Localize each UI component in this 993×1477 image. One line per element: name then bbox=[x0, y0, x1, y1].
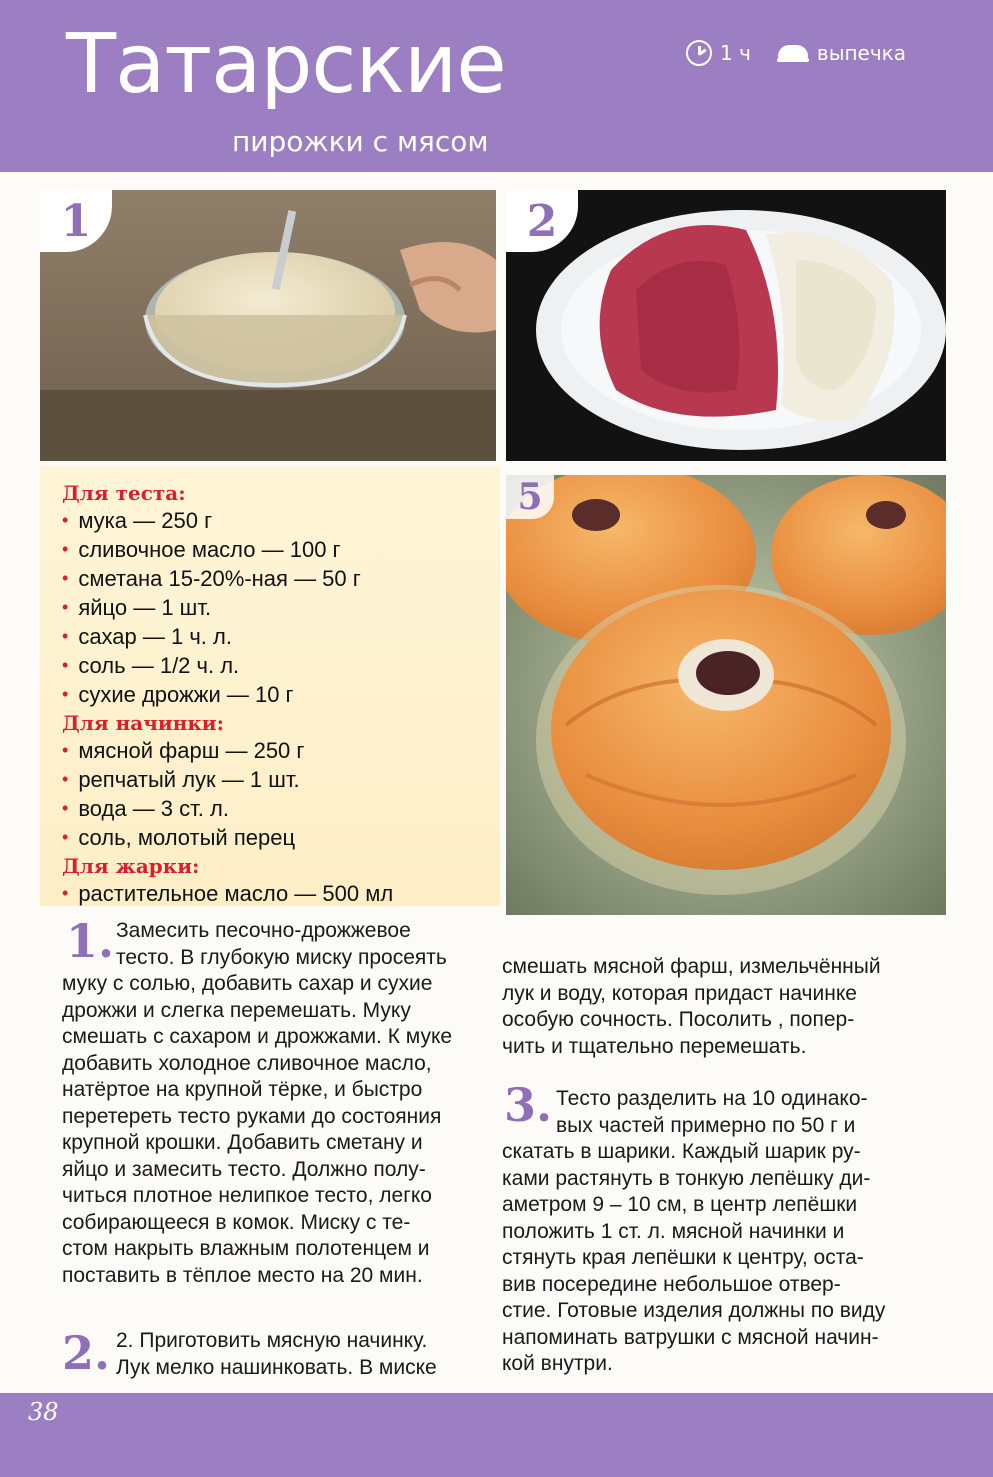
ingredient-item bbox=[62, 737, 500, 766]
ingredient-item bbox=[62, 536, 500, 565]
step-number-3: 3. bbox=[504, 1078, 553, 1132]
ingredient-text: соль — 1/2 ч. л. bbox=[78, 653, 240, 678]
ingredient-text: мука — 250 г bbox=[78, 508, 213, 533]
text-line: 2. Приготовить мясную начинку. bbox=[116, 1329, 428, 1352]
step-number-1: 1. bbox=[66, 914, 115, 968]
photo-step-2 bbox=[506, 190, 946, 461]
bullet-icon: • bbox=[62, 626, 69, 646]
text-line: стом накрыть влажным полотенцем и bbox=[62, 1237, 430, 1260]
text-line: смешать мясной фарш, измельчённый bbox=[502, 955, 881, 978]
dough-ingredient-list bbox=[62, 507, 500, 710]
text-line: натёртое на крупной тёрке, и быстро bbox=[62, 1078, 423, 1101]
text-line: Тесто разделить на 10 одинако- bbox=[556, 1087, 868, 1110]
text-line: положить 1 ст. л. мясной начинки и bbox=[502, 1219, 845, 1243]
text-line: аметром 9 – 10 см, в центр лепёшки bbox=[502, 1193, 858, 1216]
filling-ingredient-list bbox=[62, 737, 500, 853]
step-3-text bbox=[502, 1086, 946, 1378]
text-line: добавить холодное сливочное масло, bbox=[62, 1051, 432, 1075]
ingredient-text: репчатый лук — 1 шт. bbox=[78, 767, 300, 792]
bullet-icon: • bbox=[62, 798, 69, 818]
text-line: Замесить песочно-дрожжевое bbox=[116, 919, 411, 942]
photo-step-5 bbox=[506, 475, 946, 915]
photo-step-badge-5: 5 bbox=[506, 475, 554, 519]
text-line: Лук мелко нашинковать. В миске bbox=[116, 1355, 437, 1379]
bullet-icon: • bbox=[62, 597, 69, 617]
ingredient-item bbox=[62, 507, 500, 536]
dough-heading: Для теста: bbox=[62, 481, 186, 505]
text-line: яйцо и замесить тесто. Должно полу- bbox=[62, 1157, 426, 1181]
frying-heading: Для жарки: bbox=[62, 854, 200, 878]
ingredient-item bbox=[62, 880, 500, 909]
text-line: вых частей примерно по 50 г и bbox=[556, 1113, 856, 1137]
bullet-icon: • bbox=[62, 827, 69, 847]
ingredient-text: сметана 15-20%-ная — 50 г bbox=[78, 566, 361, 591]
recipe-subtitle: пирожки с мясом bbox=[232, 125, 489, 158]
step-1-text bbox=[62, 914, 480, 1289]
text-line: крупной крошки. Добавить сметану и bbox=[62, 1131, 423, 1154]
ingredient-item bbox=[62, 681, 500, 710]
bullet-icon: • bbox=[62, 655, 69, 675]
bake-icon bbox=[777, 43, 809, 63]
ingredient-item bbox=[62, 795, 500, 824]
step-number-2: 2. bbox=[62, 1326, 111, 1380]
filling-heading: Для начинки: bbox=[62, 711, 224, 735]
recipe-meta bbox=[686, 40, 906, 66]
ingredient-text: сахар — 1 ч. л. bbox=[78, 624, 232, 649]
bullet-icon: • bbox=[62, 883, 69, 903]
ingredient-text: сливочное масло — 100 г bbox=[78, 537, 341, 562]
text-line: особую сочность. Посолить , попер- bbox=[502, 1008, 855, 1031]
text-line: муку с солью, добавить сахар и сухие bbox=[62, 972, 433, 995]
text-line: стие. Готовые изделия должны по виду bbox=[502, 1299, 886, 1322]
recipe-title: Татарские bbox=[66, 17, 506, 112]
text-line: дрожжи и слегка перемешать. Муку bbox=[62, 998, 411, 1022]
step-2-continuation bbox=[502, 954, 946, 1060]
recipe-category: выпечка bbox=[816, 41, 907, 65]
text-line: поставить в тёплое место на 20 мин. bbox=[62, 1263, 423, 1287]
bullet-icon: • bbox=[62, 539, 69, 559]
text-line: лук и воду, которая придаст начинке bbox=[502, 981, 857, 1005]
ingredient-item bbox=[62, 594, 500, 623]
ingredient-item bbox=[62, 766, 500, 795]
text-line: ками растянуть в тонкую лепёшку ди- bbox=[502, 1166, 871, 1190]
bullet-icon: • bbox=[62, 740, 69, 760]
step-2-text bbox=[116, 1328, 480, 1381]
text-line: смешать с сахаром и дрожжами. К муке bbox=[62, 1025, 453, 1048]
text-line: стянуть края лепёшки к центру, оста- bbox=[502, 1246, 864, 1269]
ingredient-item bbox=[62, 565, 500, 594]
cooking-time: 1 ч bbox=[720, 41, 751, 65]
text-line: напоминать ватрушки с мясной начин- bbox=[502, 1325, 879, 1349]
bullet-icon: • bbox=[62, 684, 69, 704]
ingredients-box bbox=[40, 466, 500, 906]
frying-ingredient-list bbox=[62, 880, 500, 909]
ingredient-item bbox=[62, 824, 500, 853]
page-number: 38 bbox=[28, 1398, 59, 1426]
text-line: скатать в шарики. Каждый шарик ру- bbox=[502, 1140, 861, 1163]
photo-step-1 bbox=[40, 190, 496, 461]
text-line: перетереть тесто руками до состояния bbox=[62, 1104, 442, 1128]
ingredient-item bbox=[62, 652, 500, 681]
ingredient-text: вода — 3 ст. л. bbox=[78, 796, 229, 821]
text-line: читься плотное нелипкое тесто, легко bbox=[62, 1184, 432, 1207]
footer-band bbox=[0, 1393, 993, 1477]
ingredient-text: сухие дрожжи — 10 г bbox=[78, 682, 294, 707]
bullet-icon: • bbox=[62, 568, 69, 588]
text-line: собирающееся в комок. Миску с те- bbox=[62, 1210, 411, 1234]
text-line: тесто. В глубокую миску просеять bbox=[116, 945, 447, 969]
ingredient-text: яйцо — 1 шт. bbox=[78, 595, 212, 620]
clock-icon bbox=[686, 40, 712, 66]
ingredient-text: мясной фарш — 250 г bbox=[78, 738, 305, 763]
text-line: чить и тщательно перемешать. bbox=[502, 1034, 807, 1058]
ingredient-text: соль, молотый перец bbox=[78, 825, 296, 850]
photo-step-badge-1: 1 bbox=[40, 190, 112, 252]
bullet-icon: • bbox=[62, 510, 69, 530]
ingredient-text: растительное масло — 500 мл bbox=[78, 881, 394, 906]
text-line: кой внутри. bbox=[502, 1352, 613, 1375]
photo-step-badge-2: 2 bbox=[506, 190, 578, 252]
text-line: вив посередине небольшое отвер- bbox=[502, 1272, 841, 1296]
ingredient-item bbox=[62, 623, 500, 652]
bullet-icon: • bbox=[62, 769, 69, 789]
